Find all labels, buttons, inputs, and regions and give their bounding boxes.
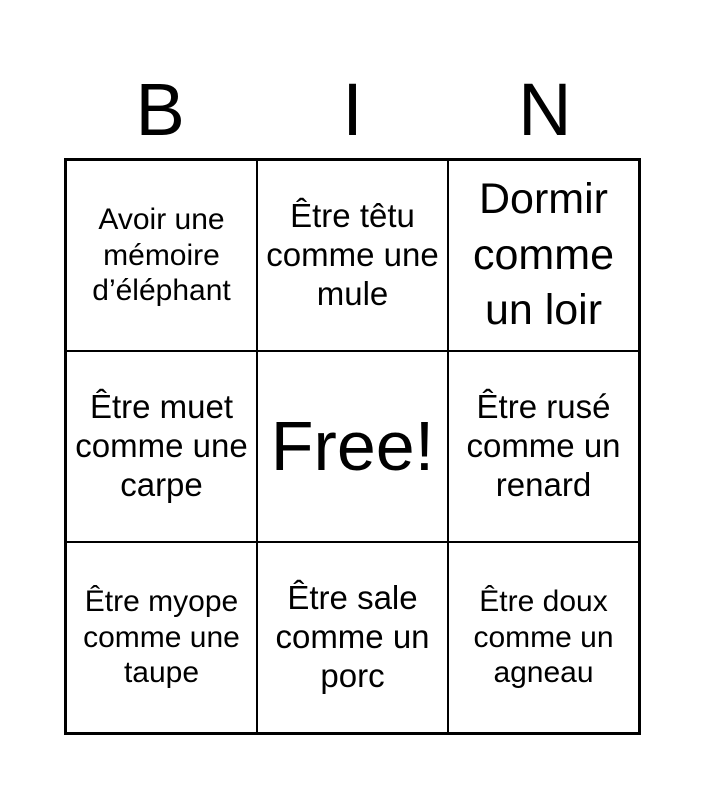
cell-text: Être muet comme une carpe	[75, 388, 248, 503]
bingo-cell[interactable]	[66, 542, 257, 733]
bingo-cell[interactable]	[448, 351, 639, 542]
bingo-cell[interactable]	[66, 160, 257, 351]
bingo-cell[interactable]	[448, 160, 639, 351]
cell-text: Être myope comme une taupe	[83, 585, 240, 690]
cell-text: Avoir une mémoire d’éléphant	[92, 203, 231, 308]
header-letter-b: B	[135, 68, 185, 151]
cell-text: Être doux comme un agneau	[473, 585, 614, 690]
header-letter-n: N	[518, 68, 572, 151]
bingo-cell[interactable]	[448, 542, 639, 733]
bingo-cell[interactable]	[257, 542, 448, 733]
bingo-grid	[64, 158, 641, 735]
free-text: Free!	[270, 407, 435, 486]
cell-text: Être têtu comme une mule	[266, 197, 439, 312]
cell-text: Être rusé comme un renard	[466, 388, 621, 503]
bingo-header	[64, 62, 641, 158]
bingo-cell[interactable]	[66, 351, 257, 542]
header-letter-i: I	[342, 68, 363, 151]
cell-text: Dormir comme un loir	[473, 174, 614, 335]
cell-text: Être sale comme un porc	[275, 579, 430, 694]
free-cell[interactable]	[257, 351, 448, 542]
bingo-cell[interactable]	[257, 160, 448, 351]
